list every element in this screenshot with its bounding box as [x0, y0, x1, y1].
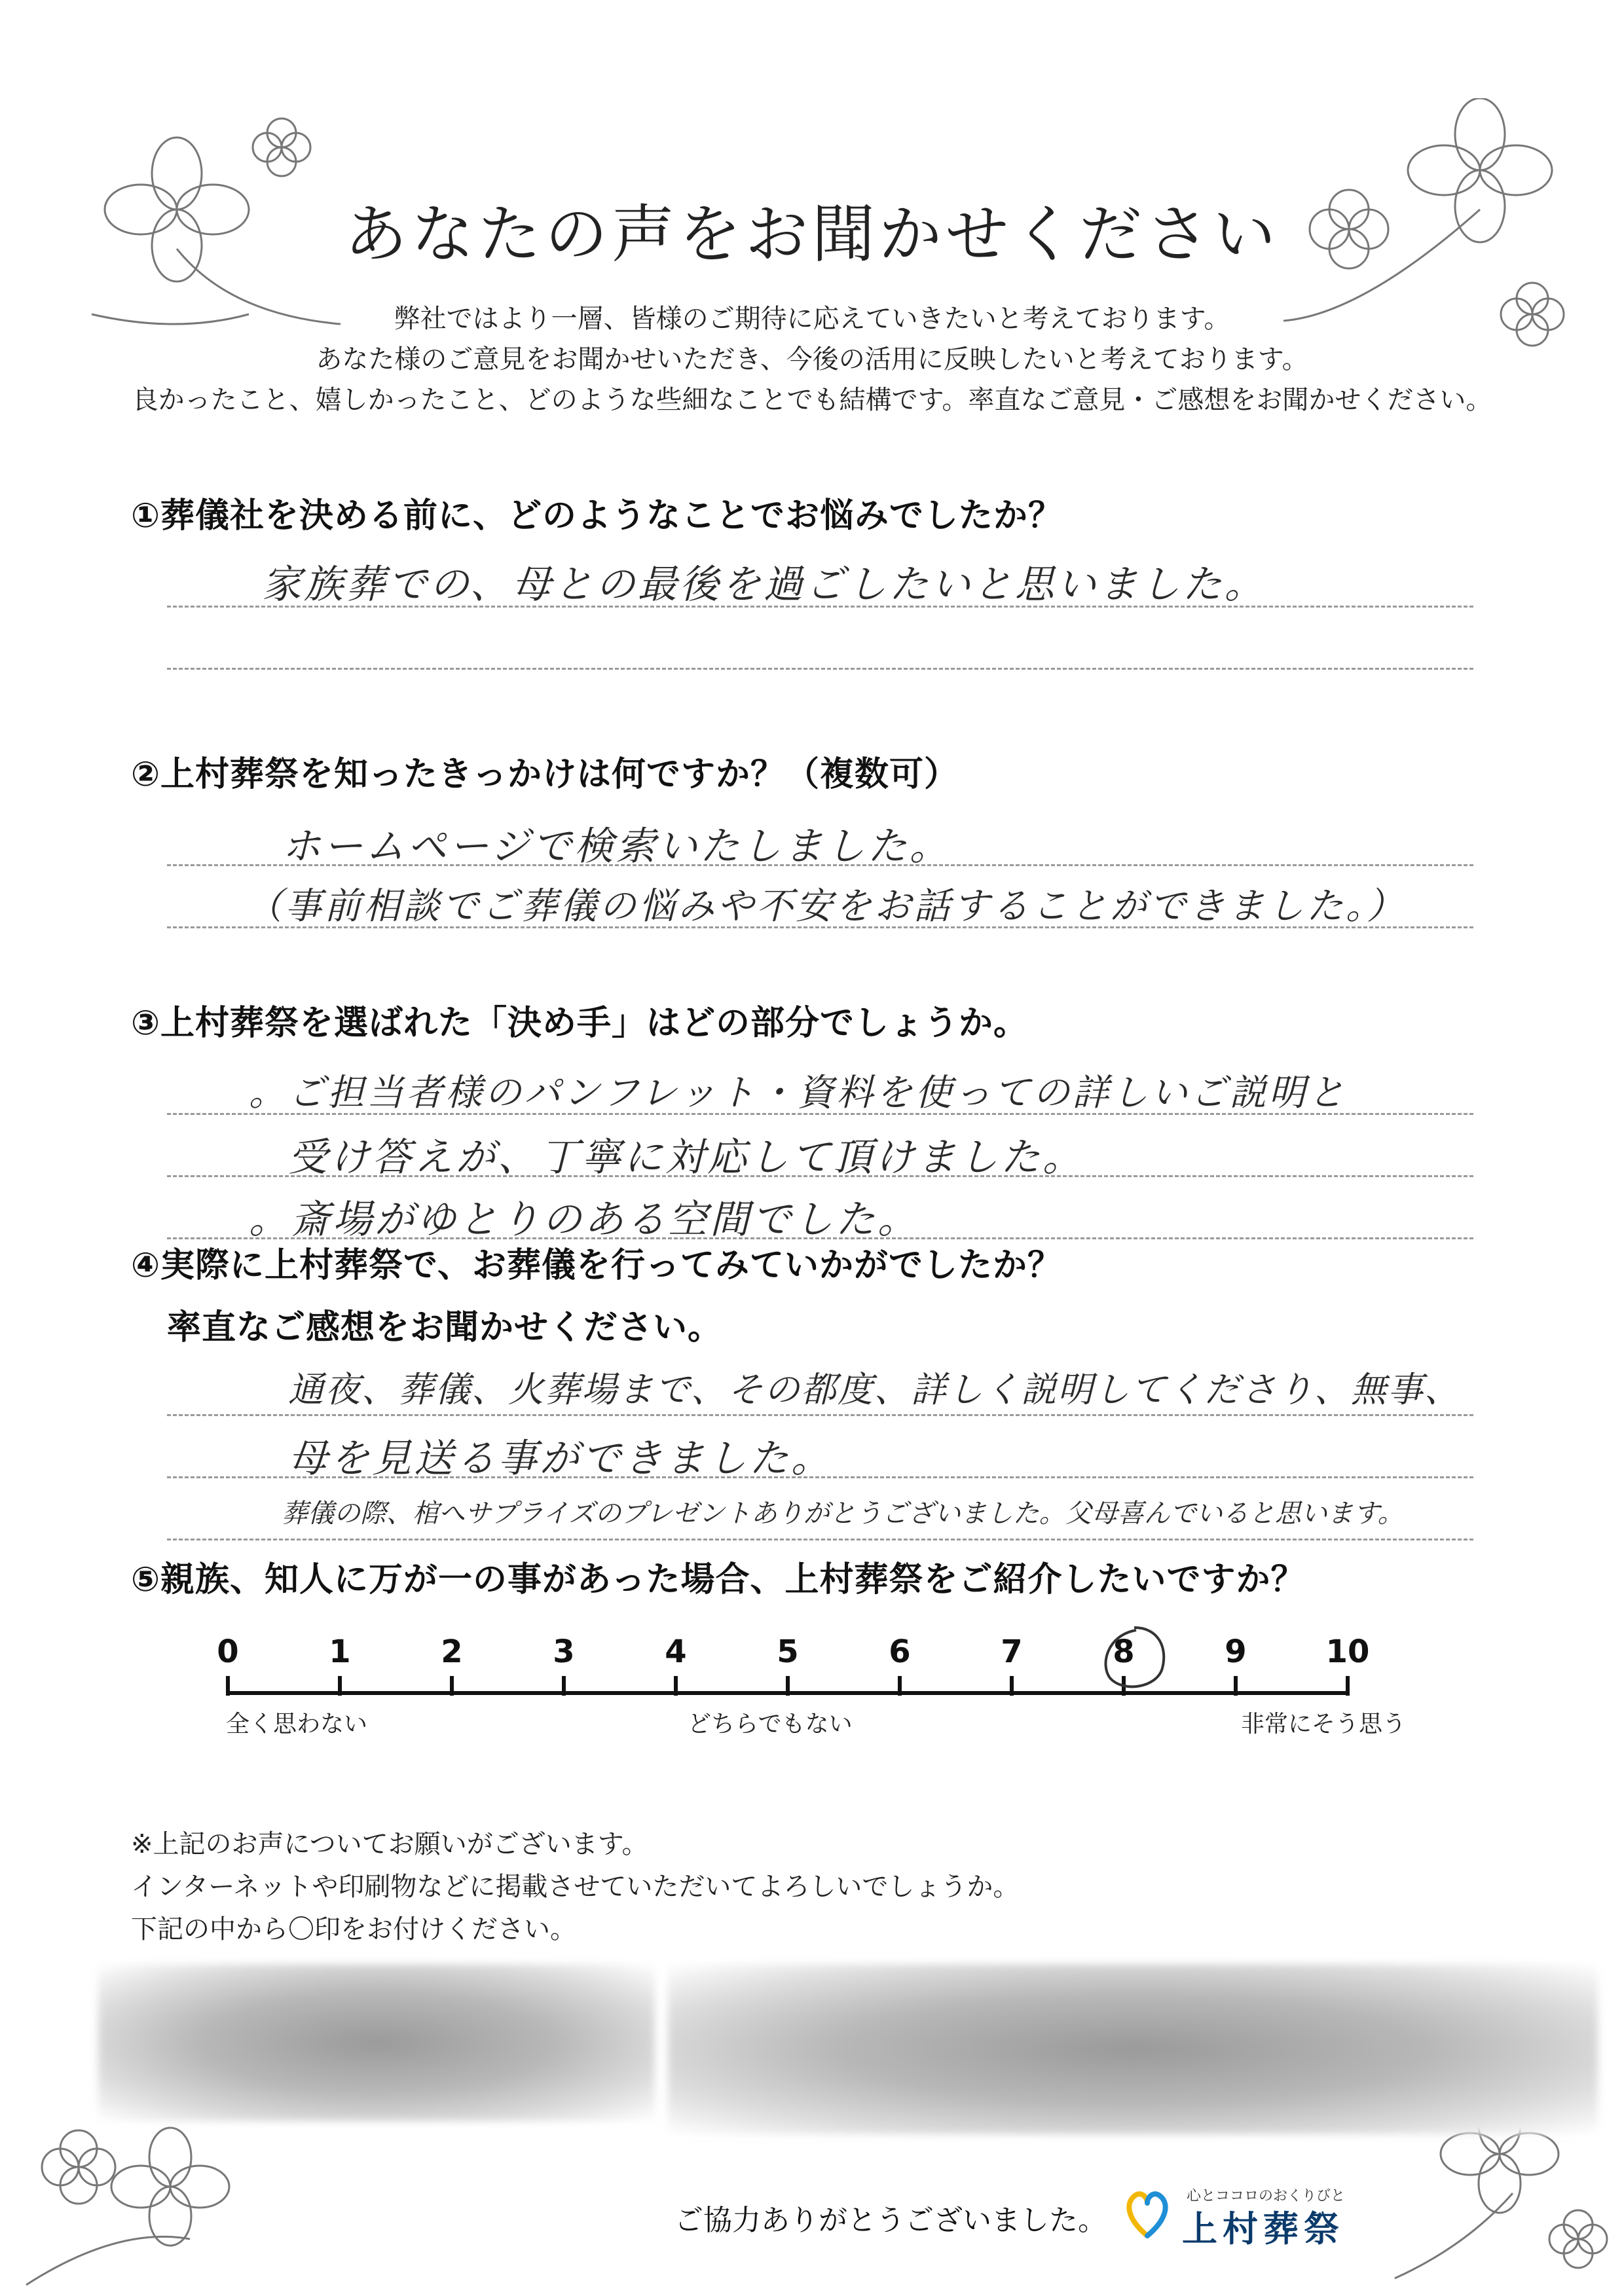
- notice-line-3: 下記の中から〇印をお付けください。: [131, 1914, 576, 1944]
- answer-2-line-1: ホームページで検索いたしました。: [282, 824, 951, 869]
- intro-line-2: あなた様のご意見をお聞かせいただき、今後の活用に反映したいと考えております。: [316, 344, 1308, 374]
- question-3: ③上村葬祭を選ばれた「決め手」はどの部分でしょうか。: [131, 1004, 1029, 1043]
- scale-tick: [898, 1676, 902, 1696]
- page-title: あなたの声をお聞かせください: [344, 198, 1280, 271]
- scale-tick: [226, 1676, 230, 1696]
- heart-logo-icon: [1121, 2183, 1173, 2242]
- intro-line-3: 良かったこと、嬉しかったこと、どのような些細なことでも結構です。率直なご意見・ご感想をお聞かせください。: [132, 385, 1492, 415]
- answer-4-line-3: 葬儀の際、棺へサプライズのプレゼントありがとうございました。父母喜んでいると思います。: [282, 1499, 1404, 1529]
- scale-tick: [562, 1676, 566, 1696]
- notice-line-1: ※上記のお声についてお願いがございます。: [131, 1829, 648, 1859]
- scale-number-10[interactable]: 10: [1325, 1633, 1370, 1670]
- scale-number-5[interactable]: 5: [777, 1633, 799, 1670]
- answer-rule: [167, 864, 1473, 866]
- answer-1-line-1: 家族葬での、母との最後を過ごしたいと思いました。: [262, 562, 1266, 608]
- scale-number-8[interactable]: 8: [1113, 1633, 1135, 1670]
- scale-tick: [1234, 1676, 1238, 1696]
- answer-3-line-1: 。ご担当者様のパンフレット・資料を使っての詳しいご説明と: [249, 1072, 1348, 1114]
- scale-label-mid: どちらでもない: [688, 1711, 853, 1738]
- notice-line-2: インターネットや印刷物などに掲載させていただいてよろしいでしょうか。: [131, 1872, 1020, 1902]
- redacted-area: [98, 1964, 655, 2121]
- scale-tick: [1010, 1676, 1014, 1696]
- answer-rule: [167, 1414, 1473, 1416]
- answer-4-line-1: 通夜、葬儀、火葬場まで、その都度、詳しく説明してくださり、無事、: [288, 1369, 1461, 1410]
- scale-number-3[interactable]: 3: [553, 1633, 575, 1670]
- scale-tick: [338, 1676, 342, 1696]
- question-5: ⑤親族、知人に万が一の事があった場合、上村葬祭をご紹介したいですか？: [131, 1560, 1306, 1599]
- question-1: ①葬儀社を決める前に、どのようなことでお悩みでしたか？: [131, 496, 1063, 536]
- intro-line-1: 弊社ではより一層、皆様のご期待に応えていきたいと考えております。: [394, 304, 1230, 334]
- scale-label-high: 非常にそう思う: [1241, 1711, 1407, 1738]
- answer-2-line-2: （事前相談でご葬儀の悩みや不安をお話することができました。）: [246, 885, 1406, 928]
- scale-number-0[interactable]: 0: [217, 1633, 239, 1670]
- scale-number-2[interactable]: 2: [441, 1633, 463, 1670]
- answer-rule: [167, 926, 1473, 928]
- scale-number-7[interactable]: 7: [1001, 1633, 1023, 1670]
- question-4: ④実際に上村葬祭で、お葬儀を行ってみていかがでしたか？: [131, 1246, 1062, 1285]
- answer-rule: [167, 1175, 1473, 1177]
- scale-tick: [1346, 1676, 1350, 1696]
- scale-number-9[interactable]: 9: [1225, 1633, 1247, 1670]
- answer-4-line-2: 母を見送る事ができました。: [288, 1436, 833, 1482]
- scale-tick: [674, 1676, 678, 1696]
- answer-3-line-2: 受け答えが、丁寧に対応して頂けました。: [288, 1135, 1084, 1180]
- question-2: ②上村葬祭を知ったきっかけは何ですか？（複数可）: [131, 755, 959, 794]
- clover-decoration-bottom-left: [20, 2095, 268, 2291]
- answer-rule: [167, 1113, 1473, 1115]
- answer-rule: [167, 606, 1473, 608]
- redacted-area: [668, 1964, 1598, 2134]
- scale-label-low: 全く思わない: [226, 1711, 368, 1738]
- answer-rule: [167, 668, 1473, 670]
- scale-number-4[interactable]: 4: [665, 1633, 687, 1670]
- logo-tagline: 心とココロのおくりびと: [1187, 2188, 1346, 2204]
- thanks-message: ご協力ありがとうございました。: [674, 2204, 1107, 2237]
- answer-3-line-3: 。斎場がゆとりのある空間でした。: [249, 1197, 919, 1243]
- scale-tick: [786, 1676, 790, 1696]
- answer-rule: [167, 1539, 1473, 1540]
- scale-tick: [450, 1676, 454, 1696]
- logo-name: 上村葬祭: [1182, 2208, 1344, 2250]
- question-4-sub: 率直なご感想をお聞かせください。: [167, 1308, 723, 1347]
- selected-rating-circle: [1097, 1622, 1172, 1698]
- scale-number-6[interactable]: 6: [889, 1633, 911, 1670]
- scale-number-1[interactable]: 1: [329, 1633, 351, 1670]
- answer-rule: [167, 1476, 1473, 1478]
